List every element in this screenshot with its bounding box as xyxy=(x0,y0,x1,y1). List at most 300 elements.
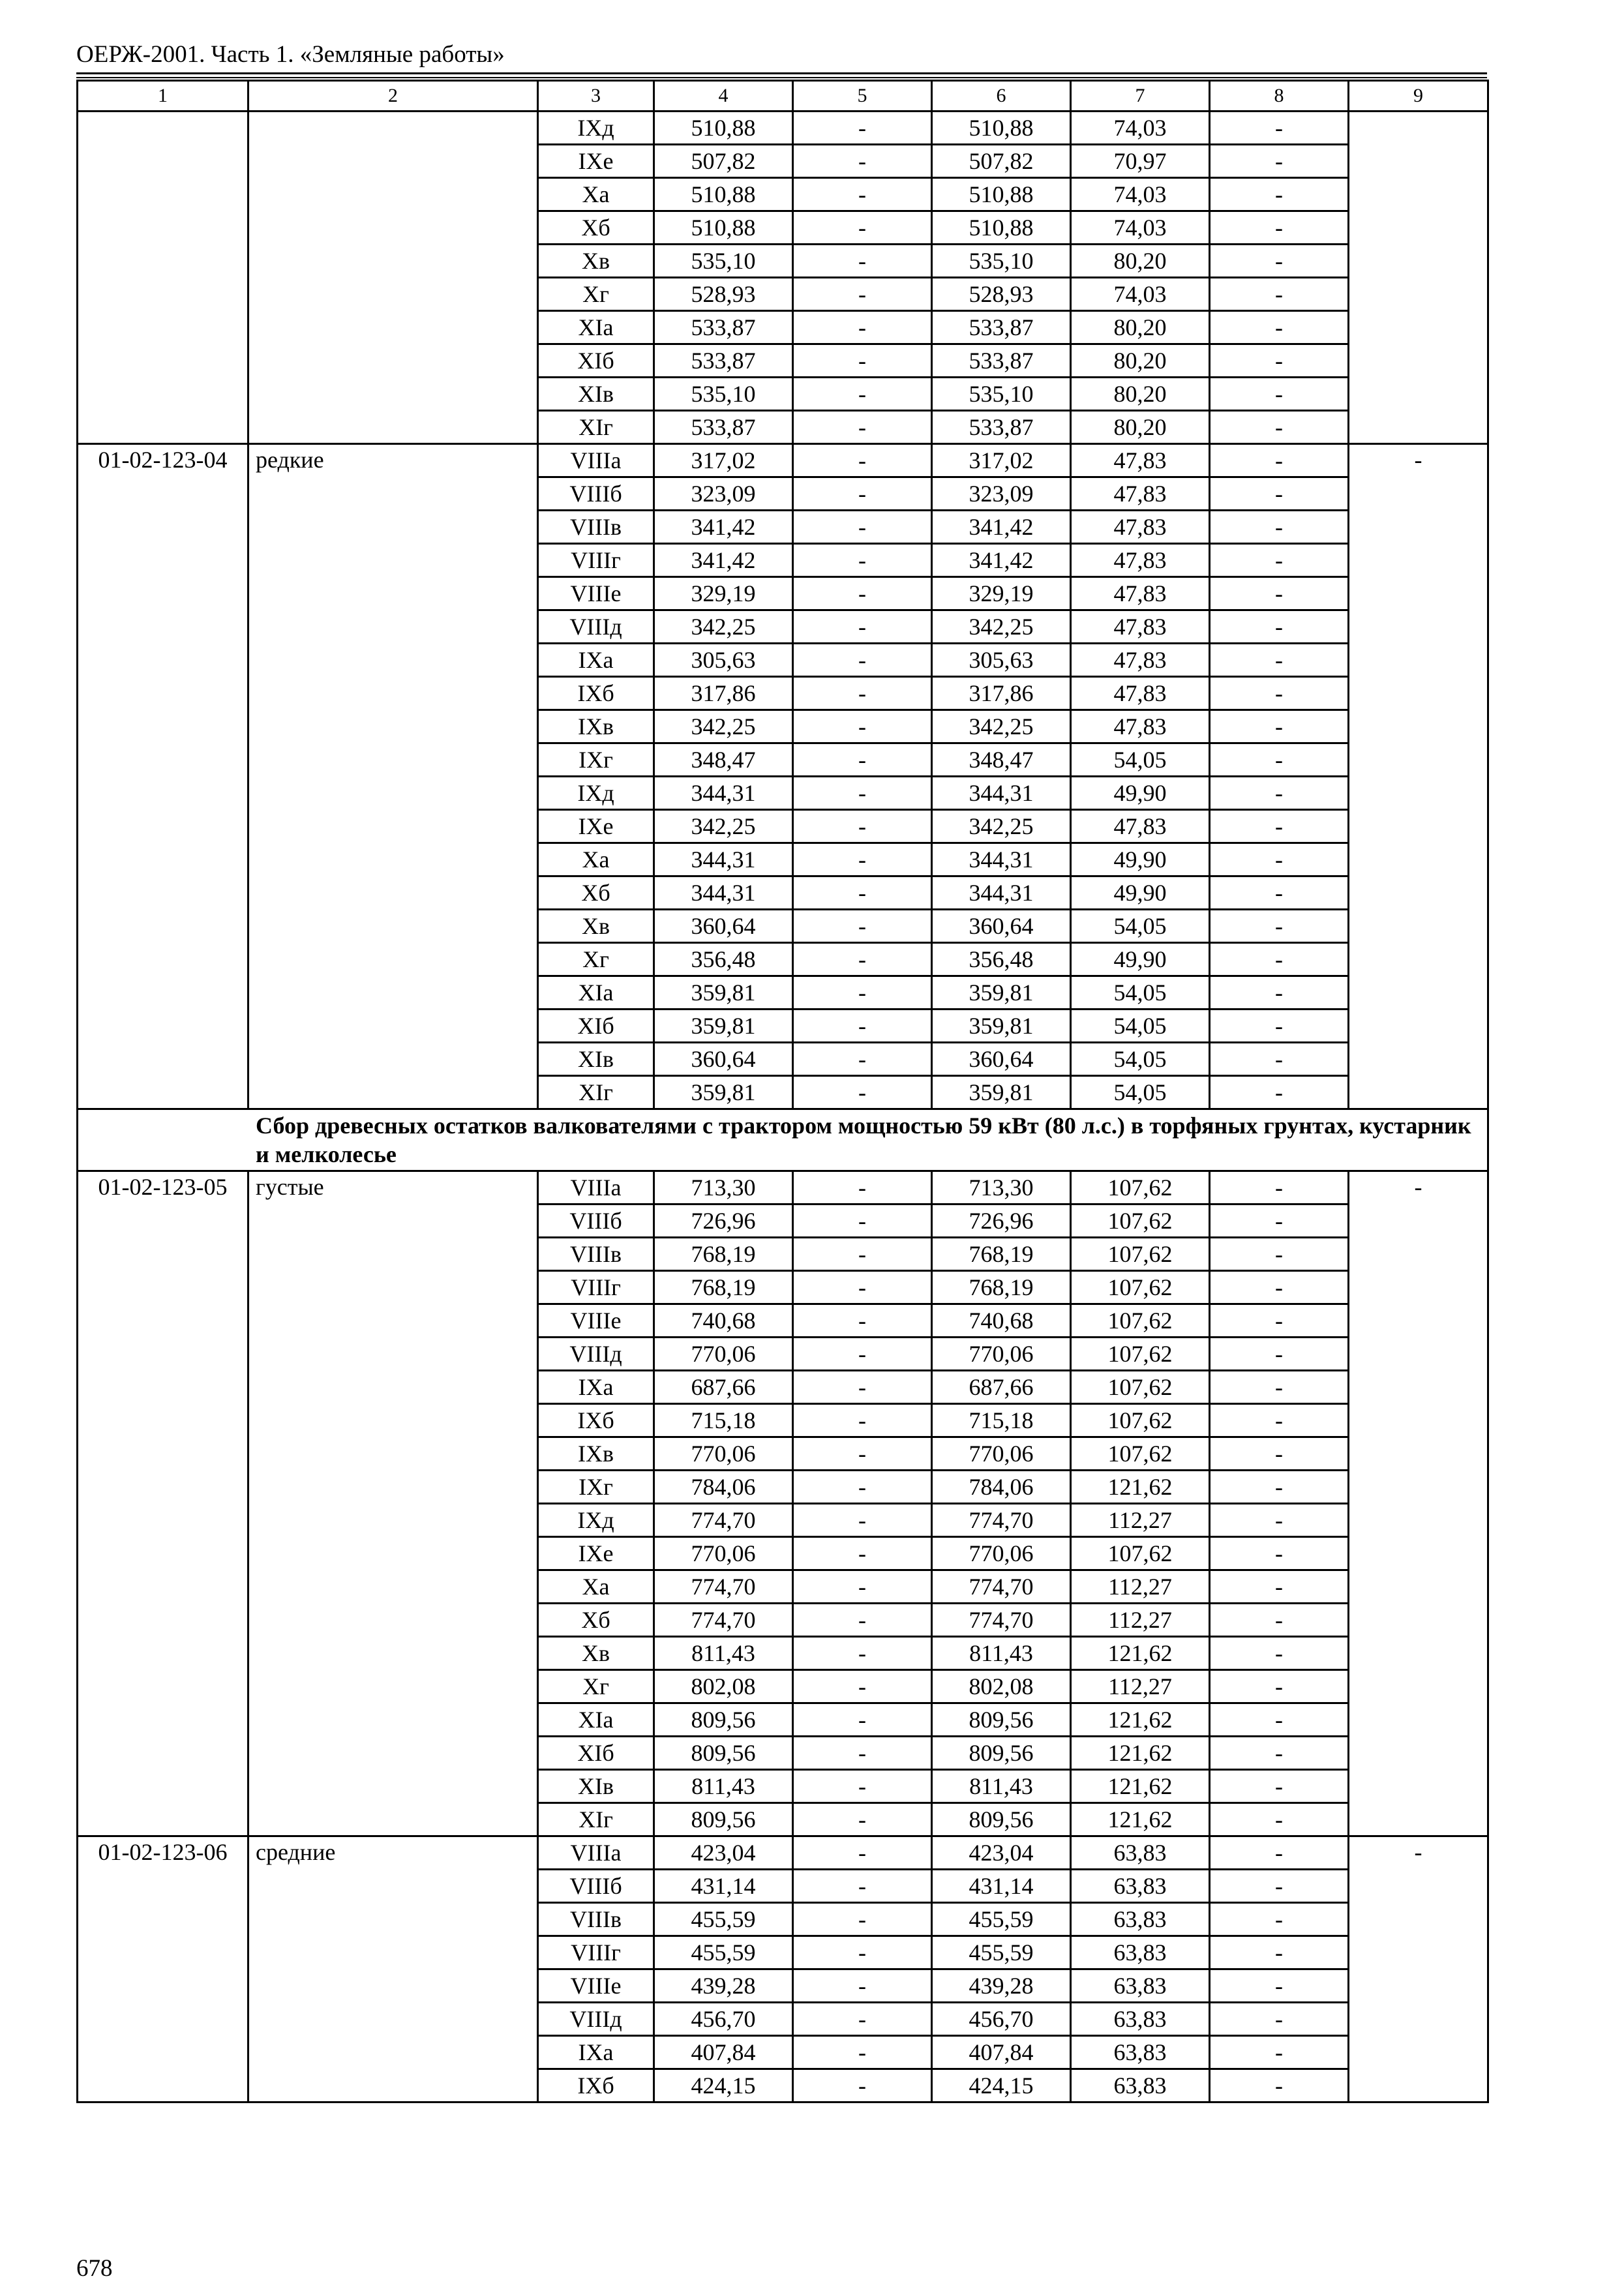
value-cell-col5: - xyxy=(793,1338,932,1371)
value-cell-col7: 74,03 xyxy=(1071,278,1210,311)
value-cell-col5: - xyxy=(793,1238,932,1271)
value-cell-col7: 80,20 xyxy=(1071,378,1210,411)
value-cell-col4: 740,68 xyxy=(654,1304,793,1338)
value-cell-col6: 811,43 xyxy=(932,1770,1071,1803)
value-cell-col4: 770,06 xyxy=(654,1437,793,1471)
value-cell-col8: - xyxy=(1210,544,1349,577)
value-cell-col5: - xyxy=(793,943,932,976)
value-cell-col7: 47,83 xyxy=(1071,577,1210,610)
value-cell-col5: - xyxy=(793,511,932,544)
value-cell-col3: VIIIб xyxy=(538,477,654,511)
value-cell-col8: - xyxy=(1210,1969,1349,2003)
value-cell-col7: 54,05 xyxy=(1071,976,1210,1010)
value-cell-col5: - xyxy=(793,1537,932,1570)
column-number-cell: 4 xyxy=(654,81,793,112)
value-cell-col4: 726,96 xyxy=(654,1204,793,1238)
value-cell-col8: - xyxy=(1210,511,1349,544)
value-cell-col4: 809,56 xyxy=(654,1803,793,1836)
value-cell-col6: 342,25 xyxy=(932,810,1071,843)
value-cell-col3: VIIIб xyxy=(538,1204,654,1238)
value-cell-col5: - xyxy=(793,278,932,311)
value-cell-col8: - xyxy=(1210,1271,1349,1304)
value-cell-col3: IXб xyxy=(538,677,654,710)
value-cell-col3: VIIIа xyxy=(538,1171,654,1204)
value-cell-col8: - xyxy=(1210,1604,1349,1637)
value-cell-col4: 510,88 xyxy=(654,178,793,211)
value-cell-col3: IXе xyxy=(538,810,654,843)
value-cell-col4: 687,66 xyxy=(654,1371,793,1404)
value-cell-col4: 305,63 xyxy=(654,644,793,677)
value-cell-col8: - xyxy=(1210,1803,1349,1836)
value-cell-col8: - xyxy=(1210,211,1349,245)
value-cell-col3: Xв xyxy=(538,1637,654,1670)
value-cell-col5: - xyxy=(793,444,932,477)
value-cell-col5: - xyxy=(793,344,932,378)
value-cell-col7: 107,62 xyxy=(1071,1404,1210,1437)
value-cell-col7: 47,83 xyxy=(1071,810,1210,843)
value-cell-col8: - xyxy=(1210,2069,1349,2102)
value-cell-col6: 533,87 xyxy=(932,311,1071,344)
value-cell-col5: - xyxy=(793,810,932,843)
value-cell-col8: - xyxy=(1210,1404,1349,1437)
value-cell-col8: - xyxy=(1210,910,1349,943)
value-cell-col5: - xyxy=(793,1836,932,1870)
value-cell-col7: 49,90 xyxy=(1071,843,1210,876)
column-number-cell: 6 xyxy=(932,81,1071,112)
value-cell-col3: XIв xyxy=(538,378,654,411)
value-cell-col7: 74,03 xyxy=(1071,178,1210,211)
value-cell-col4: 510,88 xyxy=(654,112,793,145)
value-cell-col7: 107,62 xyxy=(1071,1238,1210,1271)
value-cell-col8: - xyxy=(1210,610,1349,644)
value-cell-col7: 47,83 xyxy=(1071,511,1210,544)
value-cell-col6: 424,15 xyxy=(932,2069,1071,2102)
value-cell-col6: 431,14 xyxy=(932,1870,1071,1903)
value-cell-col4: 528,93 xyxy=(654,278,793,311)
value-cell-col8: - xyxy=(1210,876,1349,910)
value-cell-col3: IXб xyxy=(538,2069,654,2102)
value-cell-col8: - xyxy=(1210,1737,1349,1770)
value-cell-col4: 809,56 xyxy=(654,1703,793,1737)
value-cell-col8: - xyxy=(1210,1304,1349,1338)
value-cell-col3: VIIIа xyxy=(538,1836,654,1870)
value-cell-col3: IXе xyxy=(538,145,654,178)
value-cell-col5: - xyxy=(793,477,932,511)
value-cell-col8: - xyxy=(1210,1010,1349,1043)
table-row xyxy=(78,444,1488,477)
value-cell-col4: 424,15 xyxy=(654,2069,793,2102)
value-cell-col5: - xyxy=(793,976,932,1010)
value-cell-col4: 768,19 xyxy=(654,1271,793,1304)
value-cell-col6: 768,19 xyxy=(932,1271,1071,1304)
value-cell-col8: - xyxy=(1210,1238,1349,1271)
value-cell-col8: - xyxy=(1210,810,1349,843)
value-cell-col7: 121,62 xyxy=(1071,1737,1210,1770)
value-cell-col4: 811,43 xyxy=(654,1637,793,1670)
table-row xyxy=(78,1836,1488,1870)
value-cell-col7: 63,83 xyxy=(1071,2069,1210,2102)
value-cell-col5: - xyxy=(793,245,932,278)
work-name-cell: редкие xyxy=(248,444,538,1109)
value-cell-col6: 356,48 xyxy=(932,943,1071,976)
value-cell-col6: 510,88 xyxy=(932,178,1071,211)
value-cell-col7: 54,05 xyxy=(1071,910,1210,943)
value-cell-col3: IXб xyxy=(538,1404,654,1437)
value-cell-col5: - xyxy=(793,1637,932,1670)
value-cell-col5: - xyxy=(793,1437,932,1471)
value-cell-col3: VIIIд xyxy=(538,610,654,644)
value-cell-col3: XIг xyxy=(538,1076,654,1109)
value-cell-col5: - xyxy=(793,2003,932,2036)
value-cell-col3: IXа xyxy=(538,2036,654,2069)
value-cell-col7: 107,62 xyxy=(1071,1171,1210,1204)
value-cell-col5: - xyxy=(793,743,932,777)
value-cell-col6: 535,10 xyxy=(932,378,1071,411)
value-cell-col5: - xyxy=(793,1471,932,1504)
value-cell-col5: - xyxy=(793,843,932,876)
value-cell-col4: 317,02 xyxy=(654,444,793,477)
section-title: Сбор древесных остатков валкователями с трактором мощностью 59 кВт (80 л.с.) в торфяных грунтах, кустарник и мелколесье xyxy=(256,1113,1471,1167)
value-cell-col7: 54,05 xyxy=(1071,743,1210,777)
value-cell-col4: 360,64 xyxy=(654,1043,793,1076)
value-cell-col3: Xа xyxy=(538,178,654,211)
value-cell-col6: 528,93 xyxy=(932,278,1071,311)
value-cell-col4: 356,48 xyxy=(654,943,793,976)
value-cell-col4: 456,70 xyxy=(654,2003,793,2036)
value-cell-col8: - xyxy=(1210,1076,1349,1109)
value-cell-col5: - xyxy=(793,1304,932,1338)
value-cell-col3: VIIIе xyxy=(538,577,654,610)
value-cell-col4: 507,82 xyxy=(654,145,793,178)
value-cell-col7: 47,83 xyxy=(1071,710,1210,743)
value-cell-col3: VIIIв xyxy=(538,1903,654,1936)
value-cell-col6: 740,68 xyxy=(932,1304,1071,1338)
value-cell-col4: 774,70 xyxy=(654,1570,793,1604)
value-cell-col6: 770,06 xyxy=(932,1437,1071,1471)
value-cell-col6: 456,70 xyxy=(932,2003,1071,2036)
value-cell-col7: 74,03 xyxy=(1071,112,1210,145)
value-cell-col6: 359,81 xyxy=(932,976,1071,1010)
value-cell-col5: - xyxy=(793,1903,932,1936)
value-cell-col7: 49,90 xyxy=(1071,777,1210,810)
value-cell-col4: 809,56 xyxy=(654,1737,793,1770)
value-cell-col8: - xyxy=(1210,1504,1349,1537)
value-cell-col6: 360,64 xyxy=(932,910,1071,943)
value-cell-col7: 47,83 xyxy=(1071,677,1210,710)
value-cell-col3: IXд xyxy=(538,1504,654,1537)
value-cell-col7: 74,03 xyxy=(1071,211,1210,245)
value-cell-col6: 768,19 xyxy=(932,1238,1071,1271)
value-cell-col8: - xyxy=(1210,1570,1349,1604)
value-cell-col6: 359,81 xyxy=(932,1076,1071,1109)
value-cell-col4: 359,81 xyxy=(654,1010,793,1043)
value-cell-col6: 770,06 xyxy=(932,1338,1071,1371)
value-cell-col5: - xyxy=(793,2069,932,2102)
value-cell-col7: 63,83 xyxy=(1071,2003,1210,2036)
value-cell-col8: - xyxy=(1210,2036,1349,2069)
value-cell-col3: IXв xyxy=(538,710,654,743)
value-cell-col4: 768,19 xyxy=(654,1238,793,1271)
value-cell-col7: 54,05 xyxy=(1071,1076,1210,1109)
value-cell-col5: - xyxy=(793,1870,932,1903)
value-cell-col5: - xyxy=(793,1703,932,1737)
value-cell-col8: - xyxy=(1210,976,1349,1010)
value-cell-col8: - xyxy=(1210,2003,1349,2036)
value-cell-col5: - xyxy=(793,1171,932,1204)
value-cell-col7: 112,27 xyxy=(1071,1504,1210,1537)
value-cell-col5: - xyxy=(793,1371,932,1404)
value-cell-col4: 342,25 xyxy=(654,710,793,743)
rate-code-cell: 01-02-123-05 xyxy=(78,1171,248,1836)
section-title-cell xyxy=(78,1109,1488,1171)
value-cell-col4: 360,64 xyxy=(654,910,793,943)
value-cell-col7: 80,20 xyxy=(1071,311,1210,344)
value-cell-col4: 359,81 xyxy=(654,976,793,1010)
value-cell-col7: 121,62 xyxy=(1071,1637,1210,1670)
value-cell-col5: - xyxy=(793,145,932,178)
value-cell-col5: - xyxy=(793,577,932,610)
value-cell-col6: 811,43 xyxy=(932,1637,1071,1670)
column-number-cell: 8 xyxy=(1210,81,1349,112)
value-cell-col6: 774,70 xyxy=(932,1570,1071,1604)
value-cell-col3: VIIIд xyxy=(538,2003,654,2036)
value-cell-col6: 317,02 xyxy=(932,444,1071,477)
value-cell-col6: 323,09 xyxy=(932,477,1071,511)
value-cell-col4: 344,31 xyxy=(654,843,793,876)
value-cell-col5: - xyxy=(793,1737,932,1770)
value-cell-col6: 439,28 xyxy=(932,1969,1071,2003)
value-cell-col4: 342,25 xyxy=(654,610,793,644)
value-cell-col7: 107,62 xyxy=(1071,1437,1210,1471)
value-cell-col5: - xyxy=(793,311,932,344)
value-cell-col4: 348,47 xyxy=(654,743,793,777)
value-cell-col4: 359,81 xyxy=(654,1076,793,1109)
value-cell-col8: - xyxy=(1210,1836,1349,1870)
value-cell-col3: VIIIб xyxy=(538,1870,654,1903)
value-cell-col6: 809,56 xyxy=(932,1803,1071,1836)
value-cell-col6: 341,42 xyxy=(932,544,1071,577)
rate-code-cell: 01-02-123-06 xyxy=(78,1836,248,2102)
value-cell-col4: 535,10 xyxy=(654,378,793,411)
column-number-cell: 9 xyxy=(1349,81,1488,112)
value-cell-col7: 63,83 xyxy=(1071,1836,1210,1870)
value-cell-col3: XIа xyxy=(538,976,654,1010)
value-cell-col3: XIв xyxy=(538,1043,654,1076)
column-number-cell: 7 xyxy=(1071,81,1210,112)
value-cell-col5: - xyxy=(793,1604,932,1637)
value-cell-col7: 107,62 xyxy=(1071,1304,1210,1338)
value-cell-col6: 510,88 xyxy=(932,211,1071,245)
value-cell-col4: 423,04 xyxy=(654,1836,793,1870)
value-cell-col7: 80,20 xyxy=(1071,344,1210,378)
value-cell-col7: 63,83 xyxy=(1071,1969,1210,2003)
value-cell-col3: IXг xyxy=(538,743,654,777)
value-cell-col5: - xyxy=(793,211,932,245)
value-cell-col3: VIIIе xyxy=(538,1304,654,1338)
column-number-cell: 5 xyxy=(793,81,932,112)
value-cell-col6: 317,86 xyxy=(932,677,1071,710)
value-cell-col6: 341,42 xyxy=(932,511,1071,544)
value-cell-col5: - xyxy=(793,1271,932,1304)
value-cell-col5: - xyxy=(793,1936,932,1969)
value-cell-col8: - xyxy=(1210,710,1349,743)
col9-cell: - xyxy=(1349,444,1488,1109)
value-cell-col3: VIIIд xyxy=(538,1338,654,1371)
value-cell-col8: - xyxy=(1210,1936,1349,1969)
value-cell-col6: 342,25 xyxy=(932,610,1071,644)
value-cell-col8: - xyxy=(1210,1770,1349,1803)
value-cell-col3: XIб xyxy=(538,344,654,378)
value-cell-col6: 455,59 xyxy=(932,1936,1071,1969)
value-cell-col8: - xyxy=(1210,1537,1349,1570)
value-cell-col8: - xyxy=(1210,843,1349,876)
value-cell-col5: - xyxy=(793,910,932,943)
value-cell-col5: - xyxy=(793,1076,932,1109)
value-cell-col6: 533,87 xyxy=(932,344,1071,378)
value-cell-col5: - xyxy=(793,644,932,677)
value-cell-col8: - xyxy=(1210,311,1349,344)
value-cell-col6: 784,06 xyxy=(932,1471,1071,1504)
value-cell-col7: 63,83 xyxy=(1071,1903,1210,1936)
value-cell-col3: VIIIг xyxy=(538,544,654,577)
column-number-cell: 1 xyxy=(78,81,248,112)
value-cell-col3: XIа xyxy=(538,311,654,344)
value-cell-col8: - xyxy=(1210,1703,1349,1737)
value-cell-col7: 121,62 xyxy=(1071,1803,1210,1836)
page-number: 678 xyxy=(76,2255,113,2282)
value-cell-col3: IXг xyxy=(538,1471,654,1504)
value-cell-col7: 49,90 xyxy=(1071,943,1210,976)
value-cell-col5: - xyxy=(793,178,932,211)
value-cell-col8: - xyxy=(1210,1437,1349,1471)
value-cell-col7: 54,05 xyxy=(1071,1010,1210,1043)
value-cell-col5: - xyxy=(793,710,932,743)
value-cell-col5: - xyxy=(793,1803,932,1836)
value-cell-col5: - xyxy=(793,610,932,644)
value-cell-col6: 423,04 xyxy=(932,1836,1071,1870)
value-cell-col6: 713,30 xyxy=(932,1171,1071,1204)
value-cell-col8: - xyxy=(1210,444,1349,477)
value-cell-col7: 112,27 xyxy=(1071,1570,1210,1604)
value-cell-col3: VIIIг xyxy=(538,1936,654,1969)
value-cell-col4: 341,42 xyxy=(654,511,793,544)
value-cell-col7: 63,83 xyxy=(1071,1870,1210,1903)
rate-code-cell xyxy=(78,112,248,444)
column-number-cell: 3 xyxy=(538,81,654,112)
value-cell-col8: - xyxy=(1210,112,1349,145)
value-cell-col3: Xб xyxy=(538,1604,654,1637)
value-cell-col7: 80,20 xyxy=(1071,411,1210,444)
value-cell-col4: 344,31 xyxy=(654,777,793,810)
value-cell-col5: - xyxy=(793,677,932,710)
value-cell-col7: 107,62 xyxy=(1071,1371,1210,1404)
value-cell-col3: Xв xyxy=(538,910,654,943)
value-cell-col5: - xyxy=(793,1204,932,1238)
value-cell-col8: - xyxy=(1210,411,1349,444)
section-title-row xyxy=(78,1109,1488,1171)
col9-cell: - xyxy=(1349,1836,1488,2102)
value-cell-col6: 715,18 xyxy=(932,1404,1071,1437)
value-cell-col8: - xyxy=(1210,178,1349,211)
value-cell-col6: 329,19 xyxy=(932,577,1071,610)
page-header-title: ОЕРЖ-2001. Часть 1. «Земляные работы» xyxy=(76,41,505,68)
value-cell-col3: Xа xyxy=(538,843,654,876)
value-cell-col6: 407,84 xyxy=(932,2036,1071,2069)
value-cell-col7: 47,83 xyxy=(1071,477,1210,511)
value-cell-col3: IXе xyxy=(538,1537,654,1570)
col9-cell: - xyxy=(1349,1171,1488,1836)
value-cell-col8: - xyxy=(1210,1338,1349,1371)
value-cell-col8: - xyxy=(1210,743,1349,777)
value-cell-col5: - xyxy=(793,1570,932,1604)
value-cell-col8: - xyxy=(1210,577,1349,610)
value-cell-col8: - xyxy=(1210,1371,1349,1404)
value-cell-col3: XIб xyxy=(538,1010,654,1043)
value-cell-col3: Xг xyxy=(538,943,654,976)
value-cell-col3: Xб xyxy=(538,211,654,245)
value-cell-col4: 342,25 xyxy=(654,810,793,843)
value-cell-col6: 535,10 xyxy=(932,245,1071,278)
value-cell-col6: 342,25 xyxy=(932,710,1071,743)
value-cell-col4: 341,42 xyxy=(654,544,793,577)
value-cell-col6: 455,59 xyxy=(932,1903,1071,1936)
value-cell-col7: 70,97 xyxy=(1071,145,1210,178)
value-cell-col5: - xyxy=(793,2036,932,2069)
value-cell-col4: 774,70 xyxy=(654,1604,793,1637)
value-cell-col7: 121,62 xyxy=(1071,1770,1210,1803)
value-cell-col6: 687,66 xyxy=(932,1371,1071,1404)
value-cell-col8: - xyxy=(1210,1670,1349,1703)
value-cell-col8: - xyxy=(1210,777,1349,810)
value-cell-col8: - xyxy=(1210,677,1349,710)
value-cell-col6: 348,47 xyxy=(932,743,1071,777)
value-cell-col4: 774,70 xyxy=(654,1504,793,1537)
value-cell-col6: 510,88 xyxy=(932,112,1071,145)
value-cell-col4: 317,86 xyxy=(654,677,793,710)
value-cell-col8: - xyxy=(1210,1204,1349,1238)
value-cell-col3: VIIIв xyxy=(538,1238,654,1271)
value-cell-col5: - xyxy=(793,378,932,411)
value-cell-col4: 784,06 xyxy=(654,1471,793,1504)
value-cell-col7: 47,83 xyxy=(1071,644,1210,677)
value-cell-col8: - xyxy=(1210,1171,1349,1204)
work-name-cell xyxy=(248,112,538,444)
value-cell-col5: - xyxy=(793,544,932,577)
value-cell-col6: 305,63 xyxy=(932,644,1071,677)
value-cell-col4: 811,43 xyxy=(654,1770,793,1803)
value-cell-col4: 455,59 xyxy=(654,1903,793,1936)
value-cell-col8: - xyxy=(1210,943,1349,976)
value-cell-col3: XIб xyxy=(538,1737,654,1770)
value-cell-col4: 329,19 xyxy=(654,577,793,610)
table-row xyxy=(78,1171,1488,1204)
value-cell-col7: 121,62 xyxy=(1071,1703,1210,1737)
col9-cell xyxy=(1349,112,1488,444)
table-row xyxy=(78,112,1488,145)
value-cell-col4: 455,59 xyxy=(654,1936,793,1969)
value-cell-col6: 770,06 xyxy=(932,1537,1071,1570)
column-number-cell: 2 xyxy=(248,81,538,112)
value-cell-col3: XIг xyxy=(538,411,654,444)
value-cell-col6: 809,56 xyxy=(932,1703,1071,1737)
work-name-cell: густые xyxy=(248,1171,538,1836)
value-cell-col3: XIг xyxy=(538,1803,654,1836)
value-cell-col4: 802,08 xyxy=(654,1670,793,1703)
column-number-row xyxy=(78,81,1488,112)
value-cell-col6: 809,56 xyxy=(932,1737,1071,1770)
value-cell-col7: 121,62 xyxy=(1071,1471,1210,1504)
value-cell-col8: - xyxy=(1210,1043,1349,1076)
